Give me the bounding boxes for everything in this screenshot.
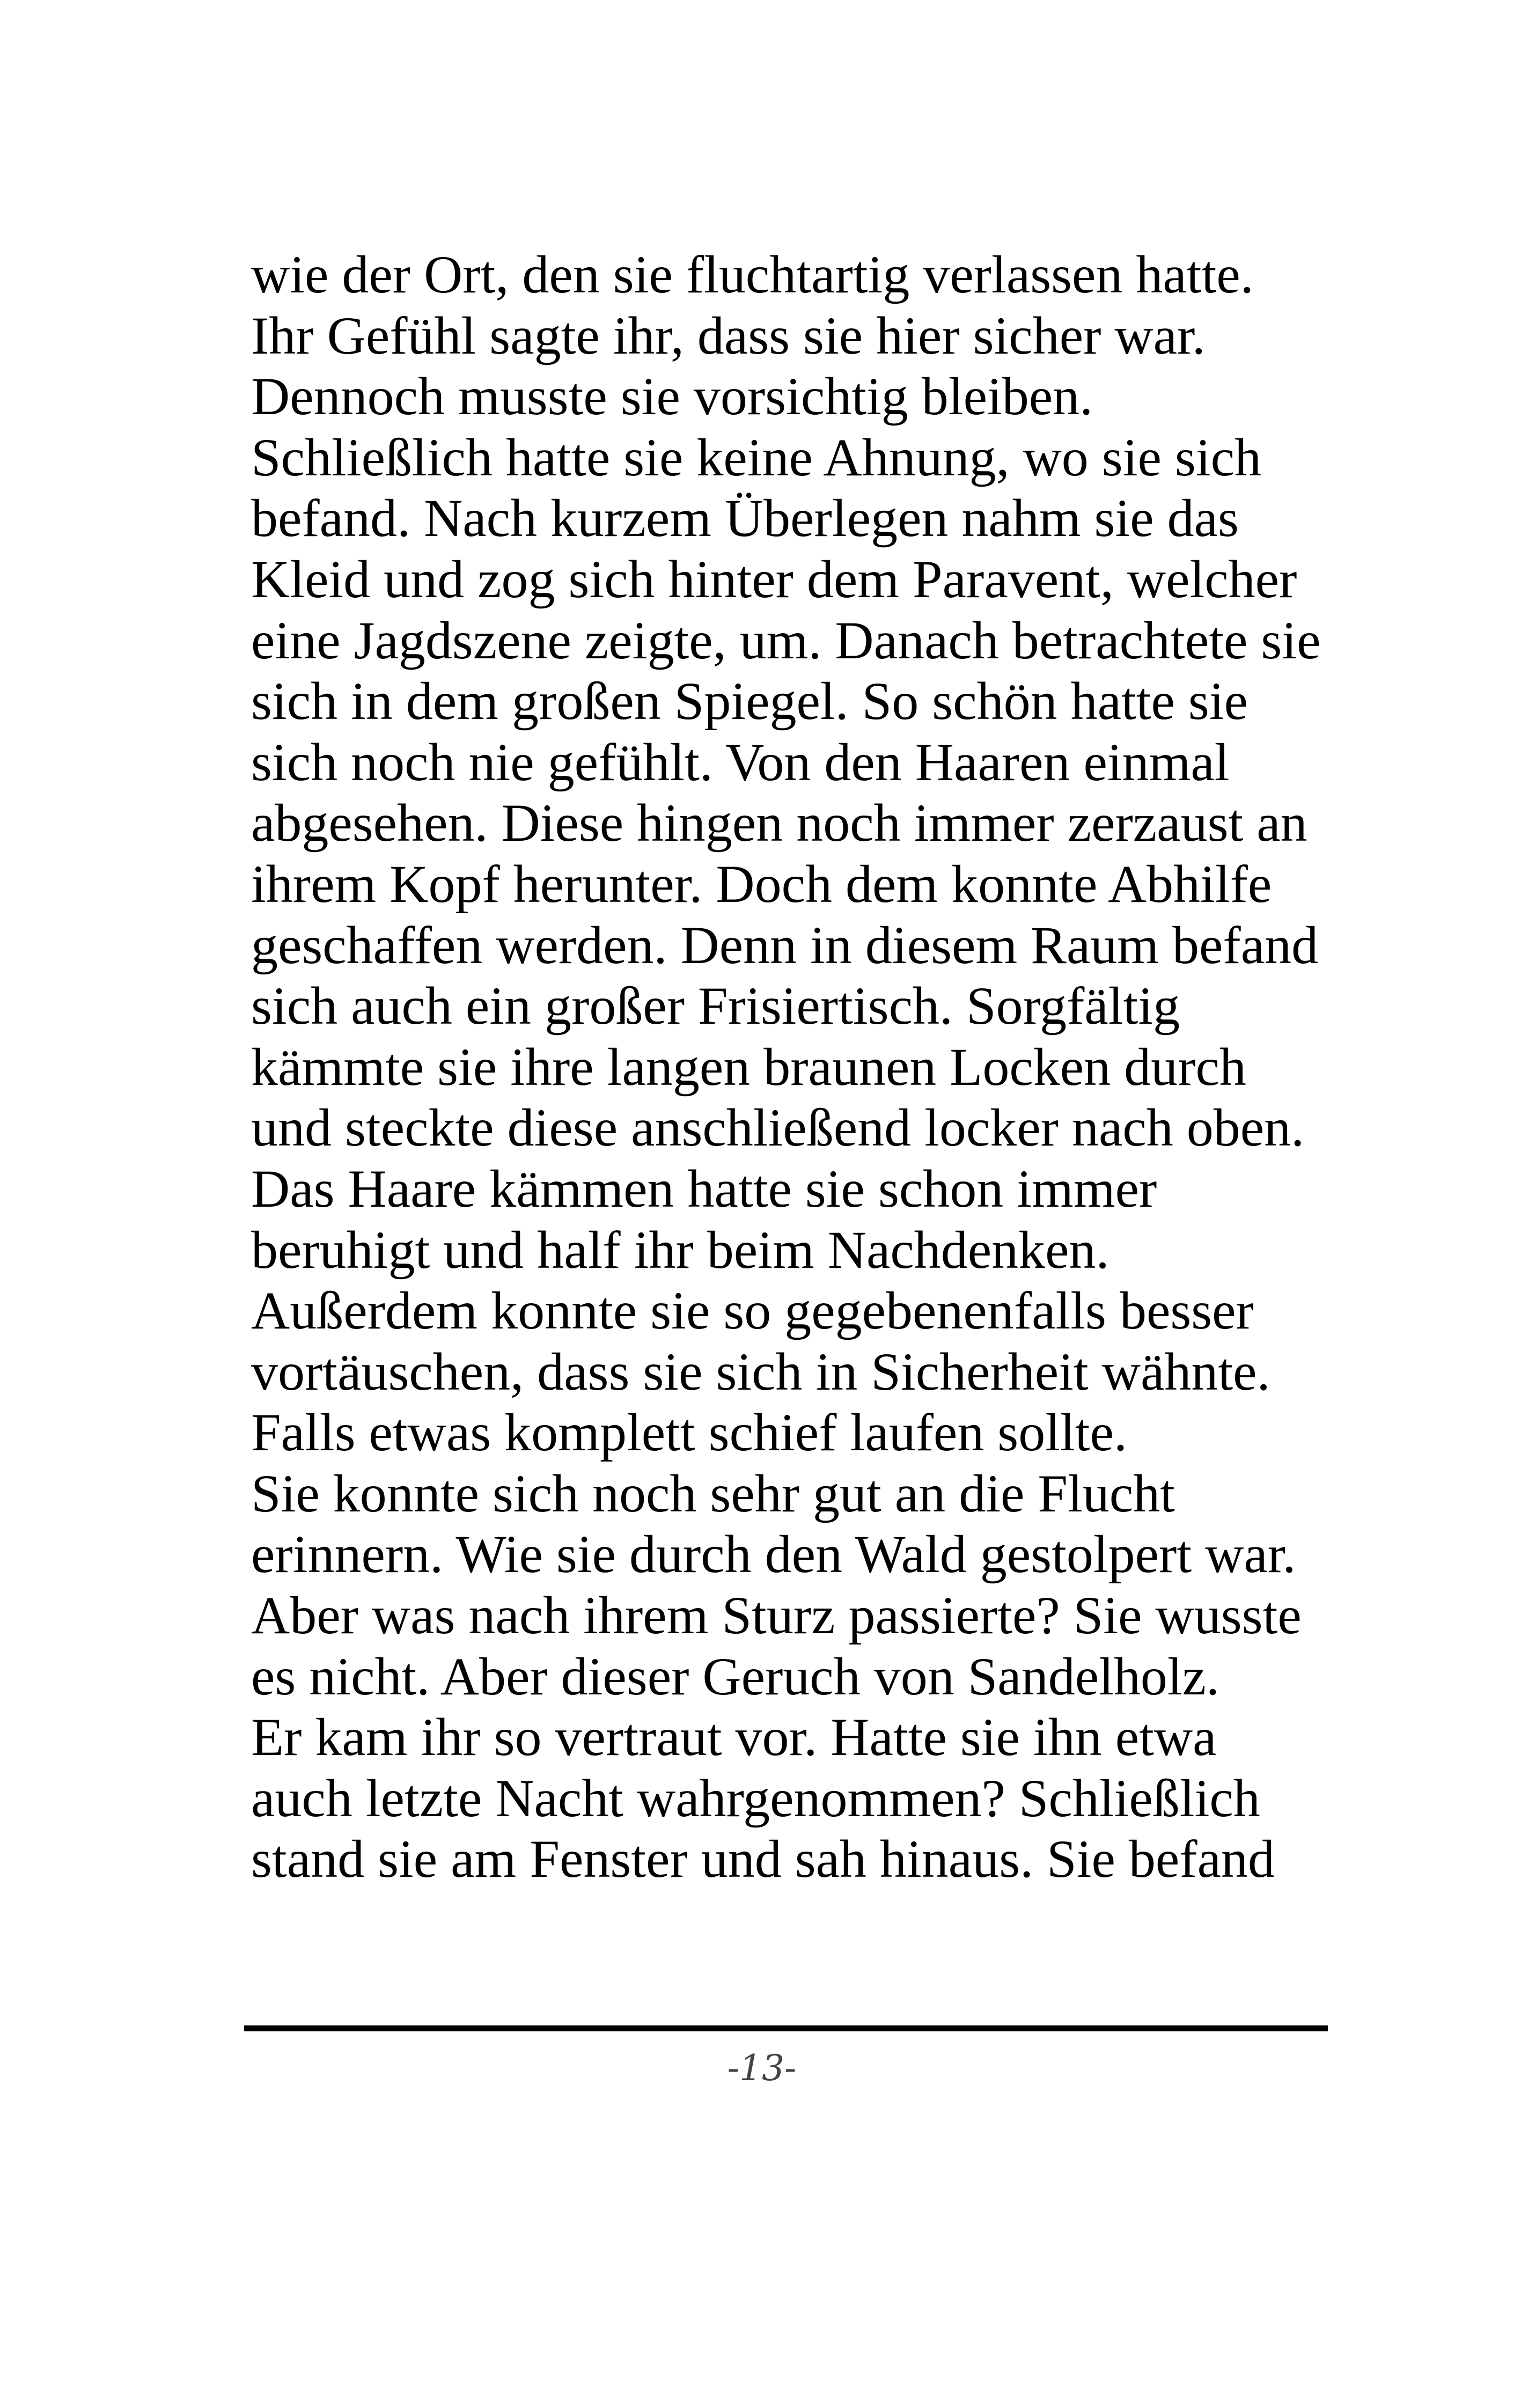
- text-line-14: kämmte sie ihre langen braunen Locken durch: [251, 1037, 1246, 1097]
- text-line-4: Schließlich hatte sie keine Ahnung, wo sie sich: [251, 427, 1261, 487]
- text-line-2: Ihr Gefühl sagte ihr, dass sie hier sicher war.: [251, 305, 1206, 365]
- text-line-27: stand sie am Fenster und sah hinaus. Sie befand: [251, 1829, 1275, 1889]
- text-line-11: ihrem Kopf herunter. Doch dem konnte Abhilfe: [251, 854, 1272, 914]
- text-line-24: es nicht. Aber dieser Geruch von Sandelholz.: [251, 1646, 1220, 1706]
- body-text: [251, 244, 1388, 1890]
- text-line-10: abgesehen. Diese hingen noch immer zerzaust an: [251, 793, 1307, 853]
- text-line-7: eine Jagdszene zeigte, um. Danach betrachtete sie: [251, 610, 1321, 670]
- text-line-25: Er kam ihr so vertraut vor. Hatte sie ihn etwa: [251, 1707, 1217, 1767]
- page-number: -13-: [727, 2047, 797, 2089]
- text-line-17: beruhigt und half ihr beim Nachdenken.: [251, 1220, 1109, 1280]
- text-line-3: Dennoch musste sie vorsichtig bleiben.: [251, 366, 1093, 427]
- text-line-20: Falls etwas komplett schief laufen sollte.: [251, 1403, 1127, 1463]
- text-line-8: sich in dem großen Spiegel. So schön hatte sie: [251, 671, 1248, 731]
- text-line-1: wie der Ort, den sie fluchtartig verlassen hatte.: [251, 245, 1254, 304]
- text-line-15: und steckte diese anschließend locker nach oben.: [251, 1098, 1305, 1158]
- text-line-19: vortäuschen, dass sie sich in Sicherheit wähnte.: [251, 1341, 1270, 1401]
- text-line-23: Aber was nach ihrem Sturz passierte? Sie wusste: [251, 1585, 1302, 1646]
- text-line-21: Sie konnte sich noch sehr gut an die Flucht: [251, 1463, 1175, 1523]
- text-line-6: Kleid und zog sich hinter dem Paravent, welcher: [251, 549, 1297, 609]
- text-line-5: befand. Nach kurzem Überlegen nahm sie das: [251, 488, 1239, 548]
- text-line-13: sich auch ein großer Frisiertisch. Sorgfältig: [251, 976, 1180, 1036]
- text-line-26: auch letzte Nacht wahrgenommen? Schließlich: [251, 1768, 1260, 1828]
- footer-divider: [244, 2025, 1328, 2031]
- text-line-16: Das Haare kämmen hatte sie schon immer: [251, 1158, 1157, 1218]
- text-line-9: sich noch nie gefühlt. Von den Haaren einmal: [251, 732, 1230, 792]
- text-line-22: erinnern. Wie sie durch den Wald gestolpert war.: [251, 1524, 1296, 1584]
- text-line-12: geschaffen werden. Denn in diesem Raum befand: [251, 915, 1319, 975]
- text-line-18: Außerdem konnte sie so gegebenenfalls besser: [251, 1281, 1254, 1341]
